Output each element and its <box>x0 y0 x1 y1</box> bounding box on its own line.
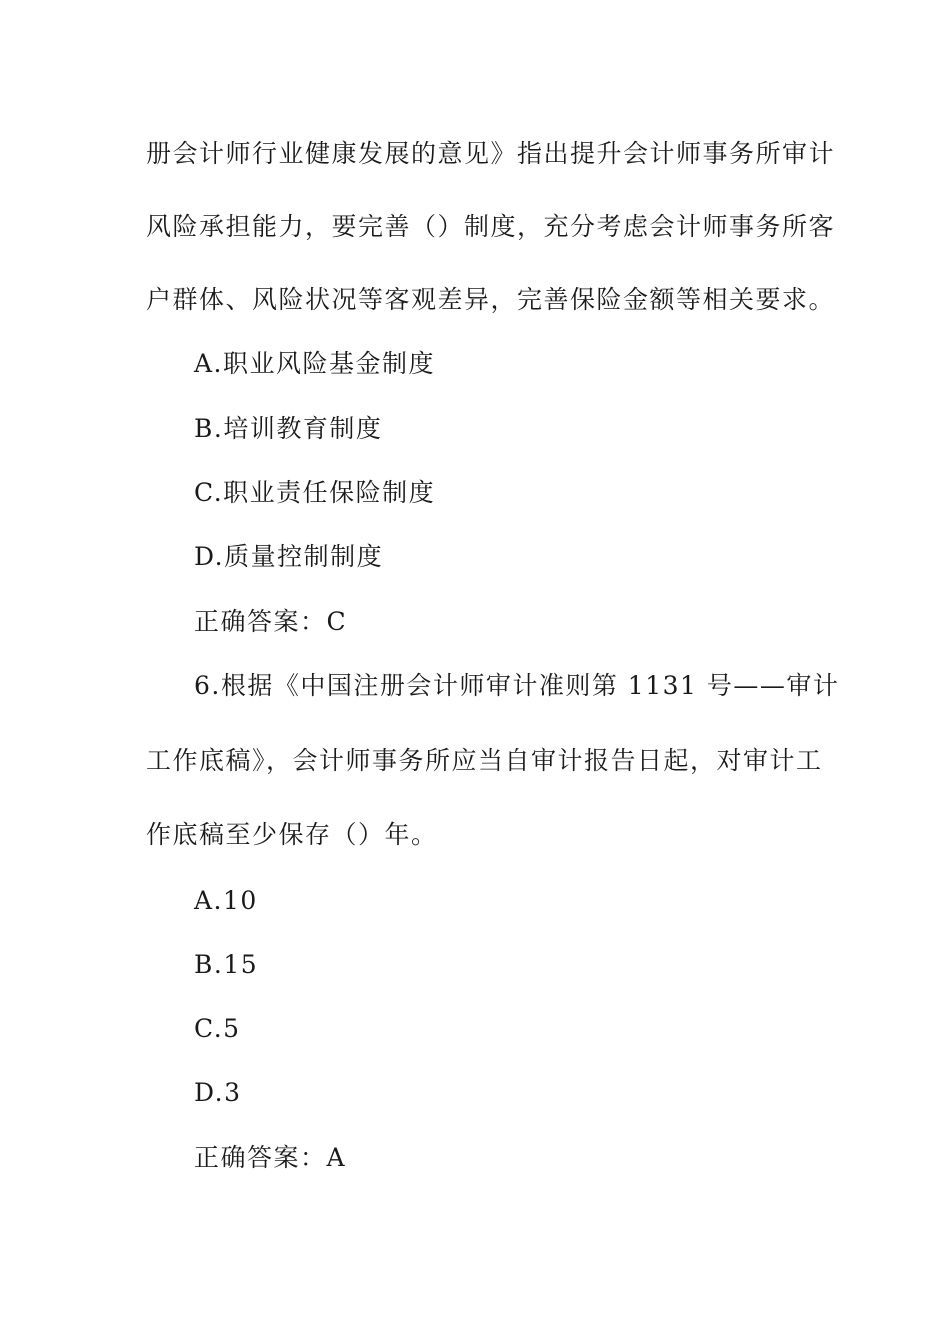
question-6-stem-line-2: 工作底稿》，会计师事务所应当自审计报告日起，对审计工 <box>146 746 823 775</box>
question-6-option-c: C.5 <box>194 1014 241 1043</box>
question-6-option-a: A.10 <box>194 886 258 915</box>
question-5-stem-line-1: 册会计师行业健康发展的意见》指出提升会计师事务所审计 <box>146 139 836 168</box>
question-6-option-d: D.3 <box>194 1078 242 1107</box>
question-6-stem-line-3: 作底稿至少保存（）年。 <box>146 820 438 849</box>
question-5-stem-line-3: 户群体、风险状况等客观差异，完善保险金额等相关要求。 <box>146 285 836 314</box>
question-5-answer: 正确答案：C <box>194 607 348 636</box>
question-5-option-b: B.培训教育制度 <box>194 414 383 443</box>
question-5-option-a: A.职业风险基金制度 <box>194 349 436 378</box>
question-5-stem-line-2: 风险承担能力，要完善（）制度，充分考虑会计师事务所客 <box>146 212 836 241</box>
question-6-option-b: B.15 <box>194 950 259 979</box>
question-5-option-d: D.质量控制制度 <box>194 542 384 571</box>
question-6-stem-line-1: 6.根据《中国注册会计师审计准则第 1131 号——审计 <box>194 671 840 700</box>
question-6-answer: 正确答案：A <box>194 1143 347 1172</box>
question-5-option-c: C.职业责任保险制度 <box>194 478 436 507</box>
